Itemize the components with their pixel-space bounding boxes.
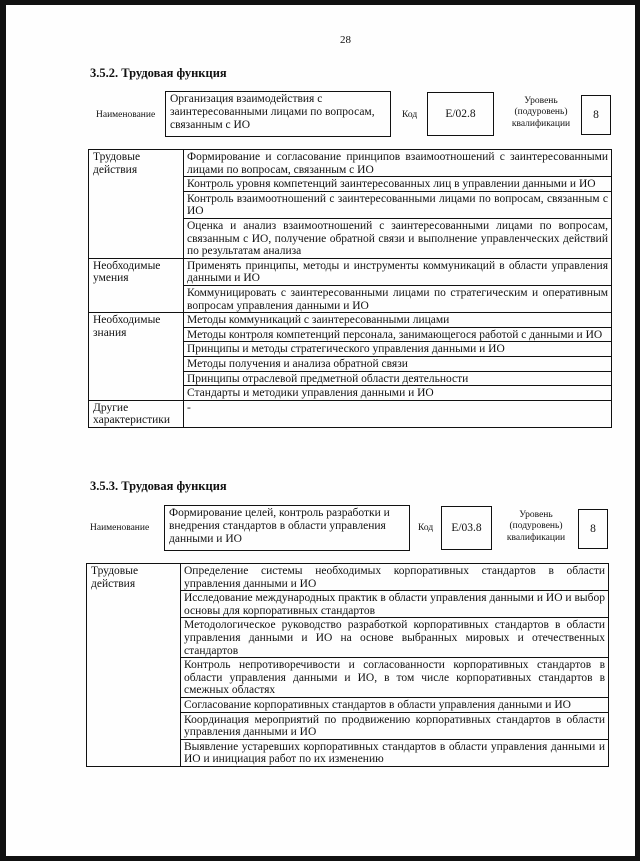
table-cell: Контроль непротиворечивости и согласованности корпоративных стандартов в области управления данными и ИО, в том числе корпоративных стандартов в смежных областях [181, 658, 609, 698]
table-row [87, 564, 609, 591]
table-cell: Определение системы необходимых корпоративных стандартов в области управления данными и ИО [181, 564, 609, 591]
table-cell: Контроль уровня компетенций заинтересованных лиц в управлении данными и ИО [184, 177, 612, 192]
table-cell: Методы коммуникаций с заинтересованными лицами [184, 313, 612, 328]
scan-border-left [0, 0, 6, 861]
table-row [89, 400, 612, 427]
table-cell: Коммуницировать с заинтересованными лицами по стратегическим и оперативным вопросам управления данными и ИО [184, 285, 612, 312]
code-label: Код [402, 110, 418, 120]
table-row [89, 150, 612, 177]
table-cell: - [184, 400, 612, 427]
name-label: Наименование [96, 110, 156, 120]
level-label: Уровень (подуровень) квалификации [511, 96, 571, 129]
table-cell: Применять принципы, методы и инструменты коммуникаций в области управления данными и ИО [184, 258, 612, 285]
name-label: Наименование [90, 523, 150, 533]
table-cell: Оценка и анализ взаимоотношений с заинтересованными лицами по вопросам, связанным с ИО, получение обратной связи и выполнение управленческих действий по результатам анализа [184, 218, 612, 258]
table-cell: Принципы и методы стратегического управления данными и ИО [184, 342, 612, 357]
qualification-level: 8 [581, 95, 611, 135]
table-cell: Методологическое руководство разработкой корпоративных стандартов в области управления данными и ИО на основе выбранных мировых и отечественных стандартов [181, 618, 609, 658]
table-cell: Методы получения и анализа обратной связи [184, 356, 612, 371]
function-table [88, 149, 612, 428]
function-name: Формирование целей, контроль разработки и внедрения стандартов в области управления данными и ИО [164, 505, 410, 551]
group-label: Трудовые действия [89, 150, 184, 259]
group-label: Необходимые знания [89, 313, 184, 401]
group-label: Необходимые умения [89, 258, 184, 312]
qualification-level: 8 [578, 509, 608, 549]
scan-border-bottom [0, 856, 640, 861]
function-code: E/03.8 [441, 506, 492, 550]
group-label: Другие характеристики [89, 400, 184, 427]
table-cell: Принципы отраслевой предметной области деятельности [184, 371, 612, 386]
level-label: Уровень (подуровень) квалификации [506, 510, 566, 543]
code-label: Код [418, 523, 434, 533]
page-number: 28 [340, 34, 351, 46]
table-cell: Согласование корпоративных стандартов в области управления данными и ИО [181, 697, 609, 712]
table-cell: Формирование и согласование принципов взаимоотношений с заинтересованными лицами по вопросам, связанным с ИО [184, 150, 612, 177]
table-cell: Координация мероприятий по продвижению корпоративных стандартов в области управления данными и ИО [181, 712, 609, 739]
section-title: 3.5.3. Трудовая функция [90, 479, 227, 493]
table-cell: Выявление устаревших корпоративных стандартов в области управления данными и ИО и инициация работ по их изменению [181, 739, 609, 766]
table-cell: Исследование международных практик в области управления данными и ИО и выбор основы для корпоративных стандартов [181, 591, 609, 618]
table-cell: Стандарты и методики управления данными и ИО [184, 386, 612, 401]
table-cell: Контроль взаимоотношений с заинтересованными лицами по вопросам, связанным с ИО [184, 191, 612, 218]
function-code: E/02.8 [427, 92, 494, 136]
group-label: Трудовые действия [87, 564, 181, 767]
function-name: Организация взаимодействия с заинтересованными лицами по вопросам, связанным с ИО [165, 91, 391, 137]
table-row [89, 313, 612, 328]
scan-border-top [0, 0, 640, 5]
scan-border-right [635, 0, 640, 861]
table-row [89, 258, 612, 285]
function-table [86, 563, 609, 767]
section-title: 3.5.2. Трудовая функция [90, 66, 227, 80]
table-cell: Методы контроля компетенций персонала, занимающегося работой с данными и ИО [184, 327, 612, 342]
